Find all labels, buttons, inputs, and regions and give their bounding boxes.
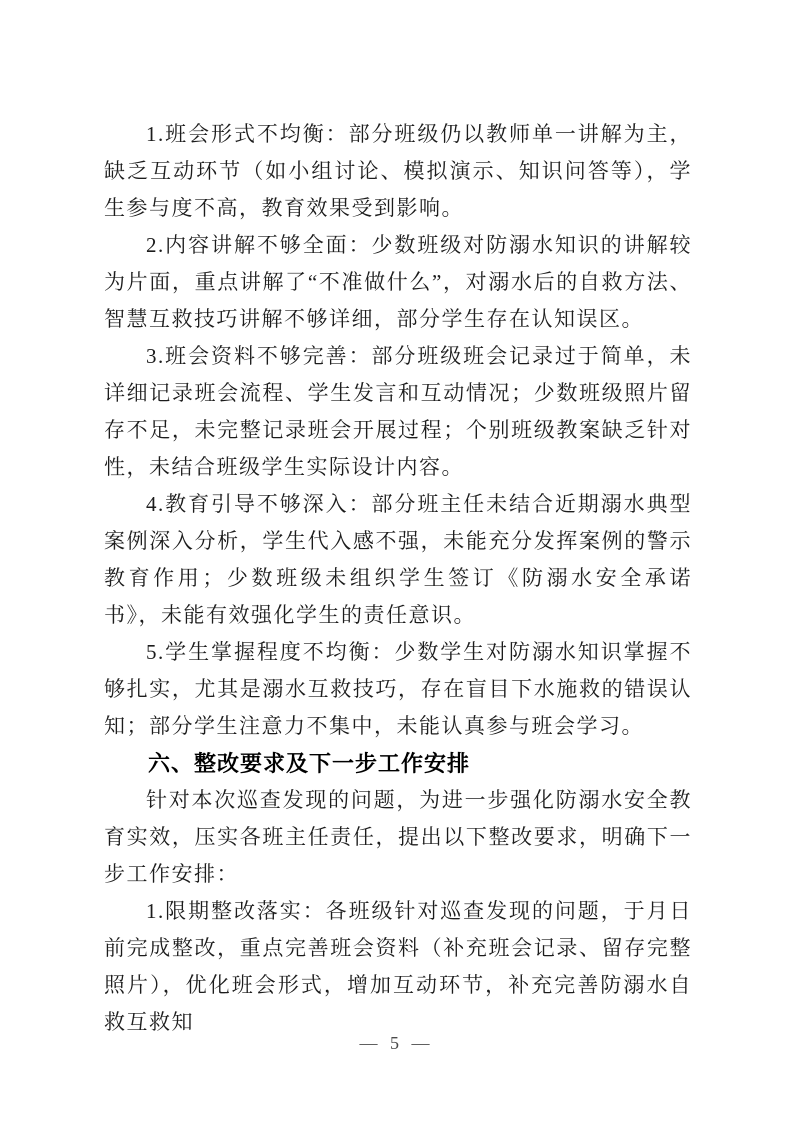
rectification-intro-paragraph: 针对本次巡查发现的问题，为进一步强化防溺水安全教育实效，压实各班主任责任，提出以下整改要求，明确下一步工作安排： (104, 788, 692, 886)
section-heading: 六、整改要求及下一步工作安排 (148, 751, 471, 776)
issue-paragraph-1: 1.班会形式不均衡：部分班级仍以教师单一讲解为主，缺乏互动环节（如小组讨论、模拟演示、知识问答等），学生参与度不高，教育效果受到影响。 (104, 122, 692, 220)
page-number: — 5 — (359, 1033, 434, 1053)
issue-paragraph-3: 3.班会资料不够完善：部分班级班会记录过于简单，未详细记录班会流程、学生发言和互动情况；少数班级照片留存不足，未完整记录班会开展过程；个别班级教案缺乏针对性，未结合班级学生实际设计内容。 (104, 344, 692, 479)
issue-paragraph-4: 4.教育引导不够深入：部分班主任未结合近期溺水典型案例深入分析，学生代入感不强，未能充分发挥案例的警示教育作用；少数班级未组织学生签订《防溺水安全承诺书》，未能有效强化学生的责任意识。 (104, 492, 692, 627)
document-body (104, 116, 692, 1041)
issue-paragraph-2: 2.内容讲解不够全面：少数班级对防溺水知识的讲解较为片面，重点讲解了“不准做什么”，对溺水后的自救方法、智慧互救技巧讲解不够详细，部分学生存在认知误区。 (104, 233, 692, 331)
rectification-item-1-paragraph: 1.限期整改落实：各班级针对巡查发现的问题，于月日前完成整改，重点完善班会资料（补充班会记录、留存完整照片），优化班会形式，增加互动环节，补充完善防溺水自救互救知 (104, 899, 692, 1034)
issue-paragraph-5: 5.学生掌握程度不均衡：少数学生对防溺水知识掌握不够扎实，尤其是溺水互救技巧，存在盲目下水施救的错误认知；部分学生注意力不集中，未能认真参与班会学习。 (104, 640, 692, 738)
